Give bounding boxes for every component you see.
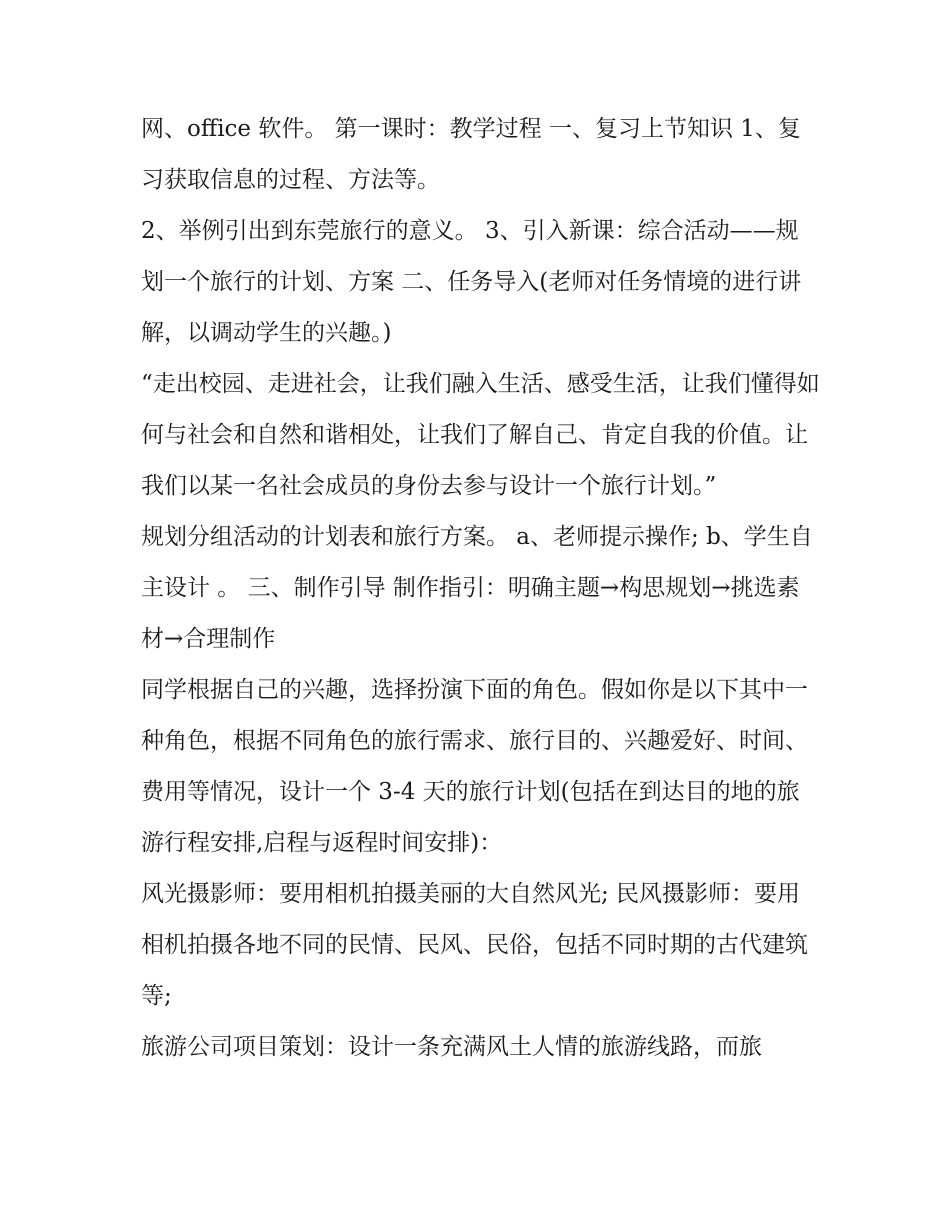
paragraph-travel-planner: 旅游公司项目策划：设计一条充满风土人情的旅游线路，而旅 bbox=[141, 1034, 762, 1060]
paragraph-photographer-roles: 风光摄影师：要用相机拍摄美丽的大自然风光; 民风摄影师：要用相机拍摄各地不同的民情、民风、民俗，包括不同时期的古代建筑等; bbox=[141, 881, 808, 1009]
paragraph-lesson-intro: 网、office 软件。 第一课时：教学过程 一、复习上节知识 1、复习获取信息的过程、方法等。 bbox=[141, 116, 801, 193]
paragraph-task-introduction: 2、举例引出到东莞旅行的意义。 3、引入新课：综合活动——规划一个旅行的计划、方案 二、任务导入(老师对任务情境的进行讲解，以调动学生的兴趣。) bbox=[141, 218, 802, 346]
paragraph-role-selection: 同学根据自己的兴趣，选择扮演下面的角色。假如你是以下其中一种角色，根据不同角色的旅行需求、旅行目的、兴趣爱好、时间、费用等情况，设计一个 3-4 天的旅行计划(包括在到达目的地的旅游行程安排,启程与返程时间安排)： bbox=[141, 677, 808, 856]
document-body bbox=[141, 104, 821, 1073]
paragraph-production-guide: 规划分组活动的计划表和旅行方案。 a、老师提示操作; b、学生自主设计 。 三、制作引导 制作指引：明确主题→构思规划→挑选素材→合理制作 bbox=[141, 524, 813, 652]
paragraph-quote: “走出校园、走进社会，让我们融入生活、感受生活，让我们懂得如何与社会和自然和谐相处，让我们了解自己、肯定自我的价值。让我们以某一名社会成员的身份去参与设计一个旅行计划。” bbox=[141, 371, 820, 499]
